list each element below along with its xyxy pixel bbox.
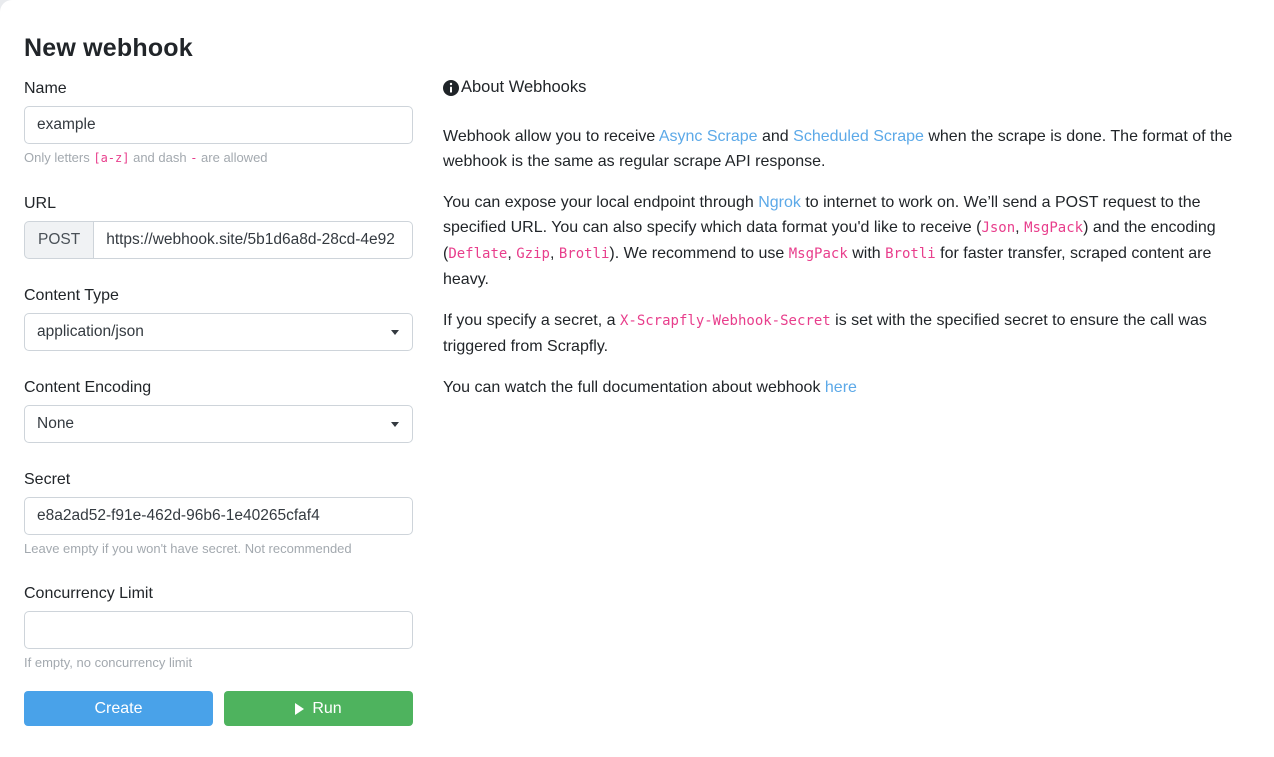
inline-link[interactable]: Scheduled Scrape bbox=[793, 128, 924, 145]
page-title: New webhook bbox=[24, 34, 193, 62]
concurrency-limit-label: Concurrency Limit bbox=[24, 585, 153, 602]
text-segment: Webhook allow you to receive bbox=[443, 128, 659, 145]
inline-link[interactable]: Ngrok bbox=[758, 194, 801, 211]
text-segment: ). We recommend to use bbox=[609, 245, 789, 262]
about-title-row bbox=[443, 78, 1250, 97]
text-segment: is set with the specified secret to ensure the call was triggered from Scrapfly. bbox=[443, 312, 1207, 355]
url-input-group bbox=[24, 221, 413, 259]
inline-code: Deflate bbox=[448, 246, 508, 262]
text-segment: , bbox=[1015, 219, 1025, 236]
text-segment: Only letters bbox=[24, 150, 94, 165]
create-button[interactable] bbox=[24, 691, 213, 726]
layout bbox=[24, 34, 1250, 757]
inline-code: [a-z] bbox=[93, 151, 130, 165]
text-segment: and dash bbox=[129, 150, 191, 165]
name-help bbox=[24, 149, 413, 167]
info-circle-icon bbox=[443, 80, 459, 96]
chevron-down-icon bbox=[391, 330, 399, 335]
inline-code: MsgPack bbox=[1024, 220, 1084, 236]
secret-field-group bbox=[24, 471, 413, 557]
text-segment: You can expose your local endpoint through bbox=[443, 194, 759, 211]
text-segment: for faster transfer, scraped content are heavy. bbox=[443, 245, 1212, 288]
form-actions bbox=[24, 691, 413, 757]
inline-code: Brotli bbox=[558, 246, 610, 262]
url-label: URL bbox=[24, 195, 57, 212]
content-encoding-selected-value: None bbox=[37, 415, 75, 432]
content-type-select[interactable] bbox=[24, 313, 413, 351]
content-type-field-group bbox=[24, 287, 413, 351]
name-field-group bbox=[24, 80, 413, 167]
create-button-label: Create bbox=[94, 699, 143, 717]
about-paragraph bbox=[443, 308, 1250, 359]
about-paragraph bbox=[443, 124, 1250, 174]
text-segment: , bbox=[507, 245, 517, 262]
text-segment: when the scrape is done. The format of the webhook is the same as regular scrape API response. bbox=[443, 128, 1233, 170]
inline-code: Gzip bbox=[516, 246, 550, 262]
play-icon bbox=[295, 703, 304, 715]
url-field-group bbox=[24, 195, 413, 259]
about-title-text: About Webhooks bbox=[461, 78, 587, 96]
name-input[interactable] bbox=[24, 106, 413, 144]
secret-help: Leave empty if you won't have secret. Not recommended bbox=[24, 541, 352, 556]
http-method-addon: POST bbox=[24, 221, 93, 259]
text-segment: ) and the encoding ( bbox=[443, 219, 1216, 262]
content-encoding-field-group bbox=[24, 379, 413, 443]
concurrency-limit-input[interactable] bbox=[24, 611, 413, 649]
content-encoding-label: Content Encoding bbox=[24, 379, 152, 396]
content-type-selected-value: application/json bbox=[37, 323, 144, 340]
webhook-form bbox=[24, 34, 413, 757]
text-segment: If you specify a secret, a bbox=[443, 312, 620, 329]
content-encoding-select[interactable] bbox=[24, 405, 413, 443]
secret-label: Secret bbox=[24, 471, 71, 488]
about-paragraph bbox=[443, 375, 1250, 400]
inline-code: MsgPack bbox=[788, 246, 848, 262]
url-input[interactable] bbox=[93, 221, 413, 259]
text-segment: and bbox=[757, 128, 794, 145]
run-button[interactable] bbox=[224, 691, 413, 726]
chevron-down-icon bbox=[391, 422, 399, 427]
inline-code: X-Scrapfly-Webhook-Secret bbox=[619, 313, 831, 329]
secret-input[interactable] bbox=[24, 497, 413, 535]
text-segment: You can watch the full documentation about webhook bbox=[443, 379, 825, 396]
inline-code: Brotli bbox=[885, 246, 936, 262]
about-paragraph bbox=[443, 190, 1250, 292]
inline-link[interactable]: here bbox=[824, 379, 857, 396]
text-segment: with bbox=[847, 245, 886, 262]
text-segment: are allowed bbox=[197, 150, 268, 165]
about-webhooks-aside bbox=[443, 78, 1250, 416]
inline-code: - bbox=[190, 151, 198, 165]
inline-code: Json bbox=[981, 220, 1016, 236]
text-segment: , bbox=[549, 245, 559, 262]
concurrency-limit-field-group bbox=[24, 585, 413, 671]
name-label: Name bbox=[24, 80, 67, 97]
content-type-label: Content Type bbox=[24, 287, 119, 304]
concurrency-limit-help: If empty, no concurrency limit bbox=[24, 655, 193, 670]
inline-link[interactable]: Async Scrape bbox=[658, 128, 758, 145]
about-paragraphs bbox=[443, 124, 1250, 400]
run-button-label: Run bbox=[312, 699, 342, 717]
text-segment: to internet to work on. We’ll send a POST request to the specified URL. You can also specify which data format you'd like to receive ( bbox=[443, 194, 1201, 236]
